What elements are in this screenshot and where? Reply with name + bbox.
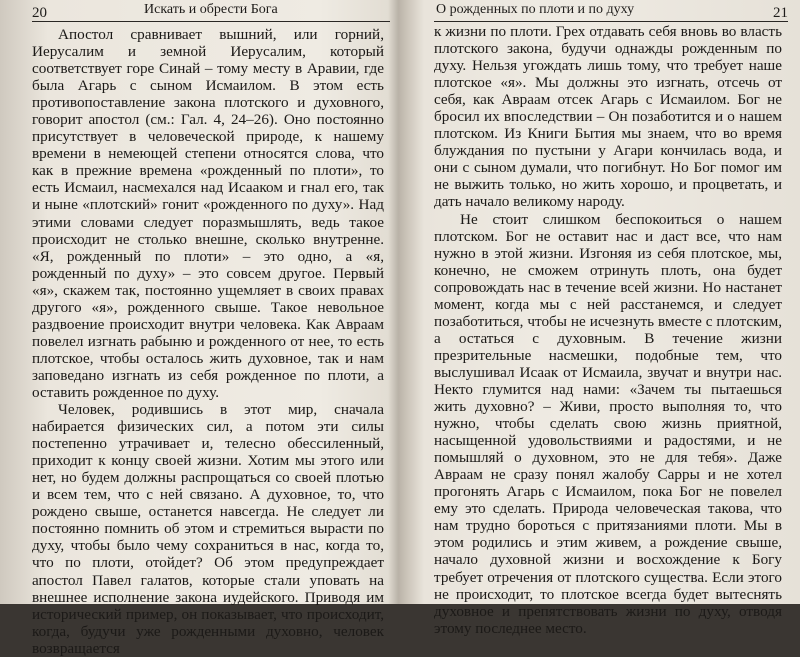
- left-paragraph-1: Апостол сравнивает вышний, или горний, Иерусалим и земной Иерусалим, который соответствует горе Синай – тому месту в Аравии, где была Агарь с сыном Исмаилом. В этом есть противопоставление закона плотского и духовного, говорит апостол (см.: Гал. 4, 24–26). Оно постоянно присутствует в человеческой природе, к нашему времени в немеющей степени относятся слова, что как в прежние времена «рожденный по плоти», то есть Исмаил, насмехался над Исааком и гнал его, так и ныне «плотский» гонит «рожденного по духу». Над этими словами следует поразмышлять, ведь такое происходит не столько внешне, сколько внутренне. «Я, рожденный по плоти» – это одно, а «я, рожденный по духу» – это совсем другое. Первый «я», скажем так, постоянно ущемляет в своих правах другого «я», рожденного свыше. Такое невольное раздвоение происходит внутри человека. Как Авраам повелел изгнать рабыню и рожденного от нее, то есть плотское, чтобы осталось жить духовное, так и нам заповедано изгнать из себя рожденное по плоти, а оставить рожденное по духу.: [32, 26, 384, 401]
- left-page: [0, 0, 396, 657]
- left-header-rule: [32, 21, 390, 22]
- left-page-body: [32, 26, 384, 657]
- right-running-head: О рожденных по плоти и по духу: [436, 2, 635, 17]
- right-page: [404, 0, 800, 637]
- right-paragraph-1: к жизни по плоти. Грех отдавать себя вновь во власть плотского закона, будучи однажды рожденным по духу. Нельзя угождать лишь тому, что требует наше плотское «я». Мы должны это изгнать, отсечь от себя, как Авраам отсек Агарь с Исмаилом. Бог не бросил их впоследствии – Он позаботится и о нашем плотском. Из Книги Бытия мы знаем, что во время блуждания по пустыни у Агари кончилась вода, и они с сыном думали, что погибнут. Но Бог помог им не выжить только, но жить хорошо, и процветать, и дать начало великому народу.: [434, 23, 782, 211]
- left-running-head: Искать и обрести Бога: [144, 2, 278, 17]
- right-page-body: [434, 23, 782, 637]
- right-header-rule: [434, 21, 788, 22]
- left-page-number: 20: [32, 5, 47, 21]
- right-page-header: [434, 2, 788, 22]
- right-paragraph-2: Не стоит слишком беспокоиться о нашем плотском. Бог не оставит нас и даст все, что нам нужно в этой жизни. Изгоняя из себя плотское, мы, конечно, не сможем отринуть плоть, она будет сопровождать нас в течение всей жизни. Но настанет момент, когда мы с ней расстанемся, и следует позаботиться, чтобы не исчезнуть вместе с плотским, а остаться с духовным. В течение жизни презрительные насмешки, подобные тем, что выслушивал Исаак от Исмаила, звучат и внутри нас. Некто глумится над нами: «Зачем ты пытаешься жить духовно? – Живи, просто выполняя то, что нужно, чтобы сделать свою жизнь приятной, насыщенной удовольствиями и радостями, и не помышляй о духовном, это не для тебя». Даже Авраам не сразу понял жалобу Сарры и не хотел прогонять Агарь с Исмаилом, пока Бог не повелел ему это сделать. Природа человеческая такова, что нам трудно бороться с притязаниями плоти. Мы в этом родились и этим живем, а рождение свыше, начало духовной жизни и восхождение к Богу требует отречения от плотского существа. Если этого не происходит, то плотское всегда будет вытеснять духовное и препятствовать жизни по духу, отводя этому последнее место.: [434, 210, 782, 637]
- right-page-number: 21: [773, 5, 788, 21]
- left-page-header: [32, 2, 390, 22]
- left-paragraph-2: Человек, родившись в этот мир, сначала набирается физических сил, а потом эти силы постепенно утрачивает и, телесно обессиленный, приходит к концу своей жизни. Хотим мы этого или нет, но будем должны распрощаться со своей плотью и всем тем, что с ней связано. А духовное, то, что рождено свыше, останется навсегда. Не следует ли постоянно помнить об этом и стремиться вырасти по духу, чтобы было чему сохраниться в нас, когда то, что по плоти, отойдет? Об этом предупреждает апостол Павел галатов, которые стали уповать на внешнее исполнение закона иудейского. Приводя им исторический пример, он показывает, что происходит, когда, будучи уже рожденными духовно, человек возвращается: [32, 401, 384, 657]
